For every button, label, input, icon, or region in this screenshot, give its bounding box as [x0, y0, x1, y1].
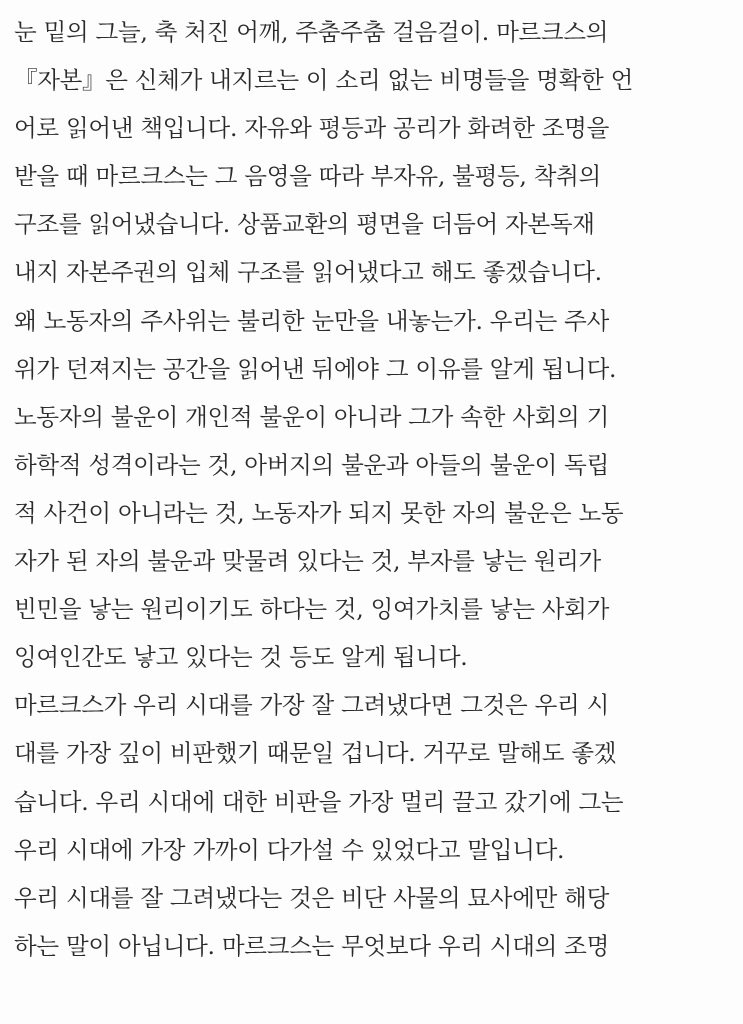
text-line-8: 위가 던져지는 공간을 읽어낸 뒤에야 그 이유를 알게 됩니다.: [14, 354, 617, 383]
body-text: [14, 8, 740, 970]
text-line-1: 눈 밑의 그늘, 축 처진 어깨, 주춤주춤 걸음걸이. 마르크스의: [14, 18, 609, 46]
text-line-4: 받을 때 마르크스는 그 음영을 따라 부자유, 불평등, 착취의: [14, 162, 601, 191]
text-line-3: 어로 읽어낸 책입니다. 자유와 평등과 공리가 화려한 조명을: [14, 114, 609, 143]
text-line-14: 잉여인간도 낳고 있다는 것 등도 알게 됩니다.: [14, 643, 468, 672]
text-line-10: 하학적 성격이라는 것, 아버지의 불운과 아들의 불운이 독립: [14, 450, 609, 479]
text-line-5: 구조를 읽어냈습니다. 상품교환의 평면을 더듬어 자본독재: [14, 210, 595, 239]
text-line-15: 마르크스가 우리 시대를 가장 잘 그려냈다면 그것은 우리 시: [14, 691, 609, 720]
text-line-13: 빈민을 낳는 원리이기도 하다는 것, 잉여가치를 낳는 사회가: [14, 595, 609, 624]
text-line-7: 왜 노동자의 주사위는 불리한 눈만을 내놓는가. 우리는 주사: [14, 306, 609, 335]
text-line-20: 하는 말이 아닙니다. 마르크스는 무엇보다 우리 시대의 조명: [14, 931, 609, 960]
text-line-18: 우리 시대에 가장 가까이 다가설 수 있었다고 말입니다.: [14, 835, 565, 864]
text-line-2: 『자본』은 신체가 내지르는 이 소리 없는 비명들을 명확한 언: [14, 66, 633, 95]
text-line-12: 자가 된 자의 불운과 맞물려 있다는 것, 부자를 낳는 원리가: [14, 547, 601, 576]
text-line-11: 적 사건이 아니라는 것, 노동자가 되지 못한 자의 불운은 노동: [14, 498, 624, 527]
text-line-6: 내지 자본주권의 입체 구조를 읽어냈다고 해도 좋겠습니다.: [14, 258, 602, 287]
text-line-17: 습니다. 우리 시대에 대한 비판을 가장 멀리 끌고 갔기에 그는: [14, 787, 624, 816]
text-line-19: 우리 시대를 잘 그려냈다는 것은 비단 사물의 묘사에만 해당: [14, 883, 609, 912]
text-line-9: 노동자의 불운이 개인적 불운이 아니라 그가 속한 사회의 기: [14, 402, 609, 431]
text-line-16: 대를 가장 깊이 비판했기 때문일 겁니다. 거꾸로 말해도 좋겠: [14, 739, 617, 768]
